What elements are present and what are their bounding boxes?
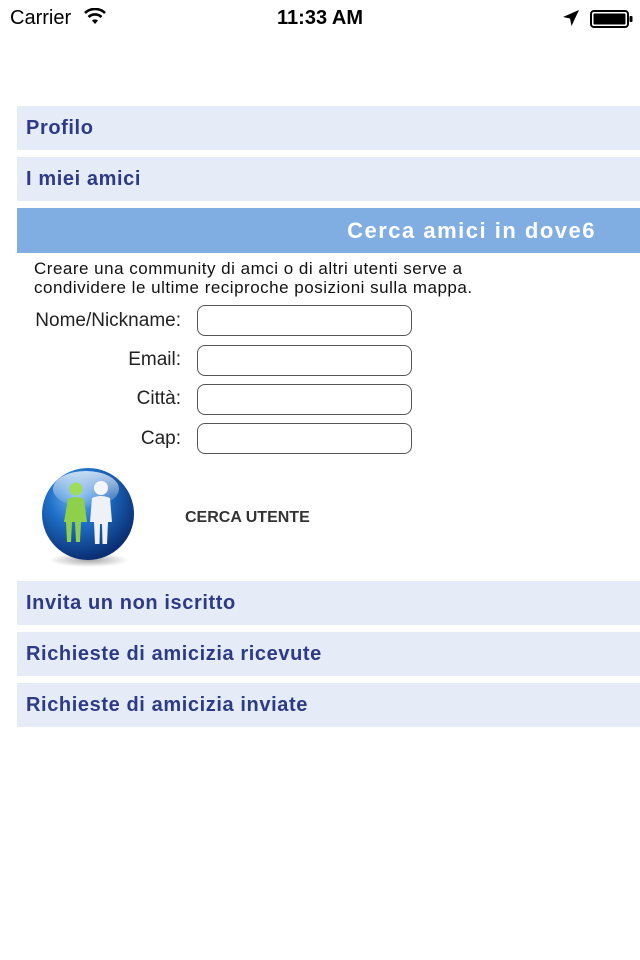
search-user-icon[interactable]: [38, 464, 140, 568]
battery-icon: [590, 10, 634, 28]
cap-label: Cap:: [140, 428, 181, 449]
cap-input[interactable]: [197, 423, 412, 454]
menu-item-friends-label: I miei amici: [26, 168, 142, 190]
menu-item-sent-requests[interactable]: [17, 683, 640, 727]
city-label: Città:: [136, 388, 181, 409]
description-line-2: condividere le ultime reciproche posizioni sulla mappa.: [34, 278, 473, 297]
search-friends-header[interactable]: [17, 208, 640, 253]
search-description: [34, 259, 594, 297]
menu-item-sent-requests-label: Richieste di amicizia inviate: [26, 694, 308, 716]
search-user-button[interactable]: CERCA UTENTE: [185, 509, 310, 526]
menu-item-invite-label: Invita un non iscritto: [26, 592, 236, 614]
clock: 11:33 AM: [277, 7, 363, 29]
carrier-label: Carrier: [10, 7, 72, 29]
city-input[interactable]: [197, 384, 412, 415]
menu-item-profile[interactable]: [17, 106, 640, 150]
nickname-label: Nome/Nickname:: [35, 310, 181, 331]
menu-item-received-requests-label: Richieste di amicizia ricevute: [26, 643, 322, 665]
location-arrow-icon: [562, 9, 580, 27]
description-line-1: Creare una community di amci o di altri utenti serve a: [34, 259, 463, 278]
status-bar: [0, 0, 640, 40]
search-friends-title: Cerca amici in dove6: [347, 218, 596, 243]
email-input[interactable]: [197, 345, 412, 376]
nickname-input[interactable]: [197, 305, 412, 336]
menu-item-invite[interactable]: [17, 581, 640, 625]
menu-item-profile-label: Profilo: [26, 117, 94, 139]
menu-item-received-requests[interactable]: [17, 632, 640, 676]
email-label: Email:: [128, 349, 181, 370]
menu-item-friends[interactable]: [17, 157, 640, 201]
